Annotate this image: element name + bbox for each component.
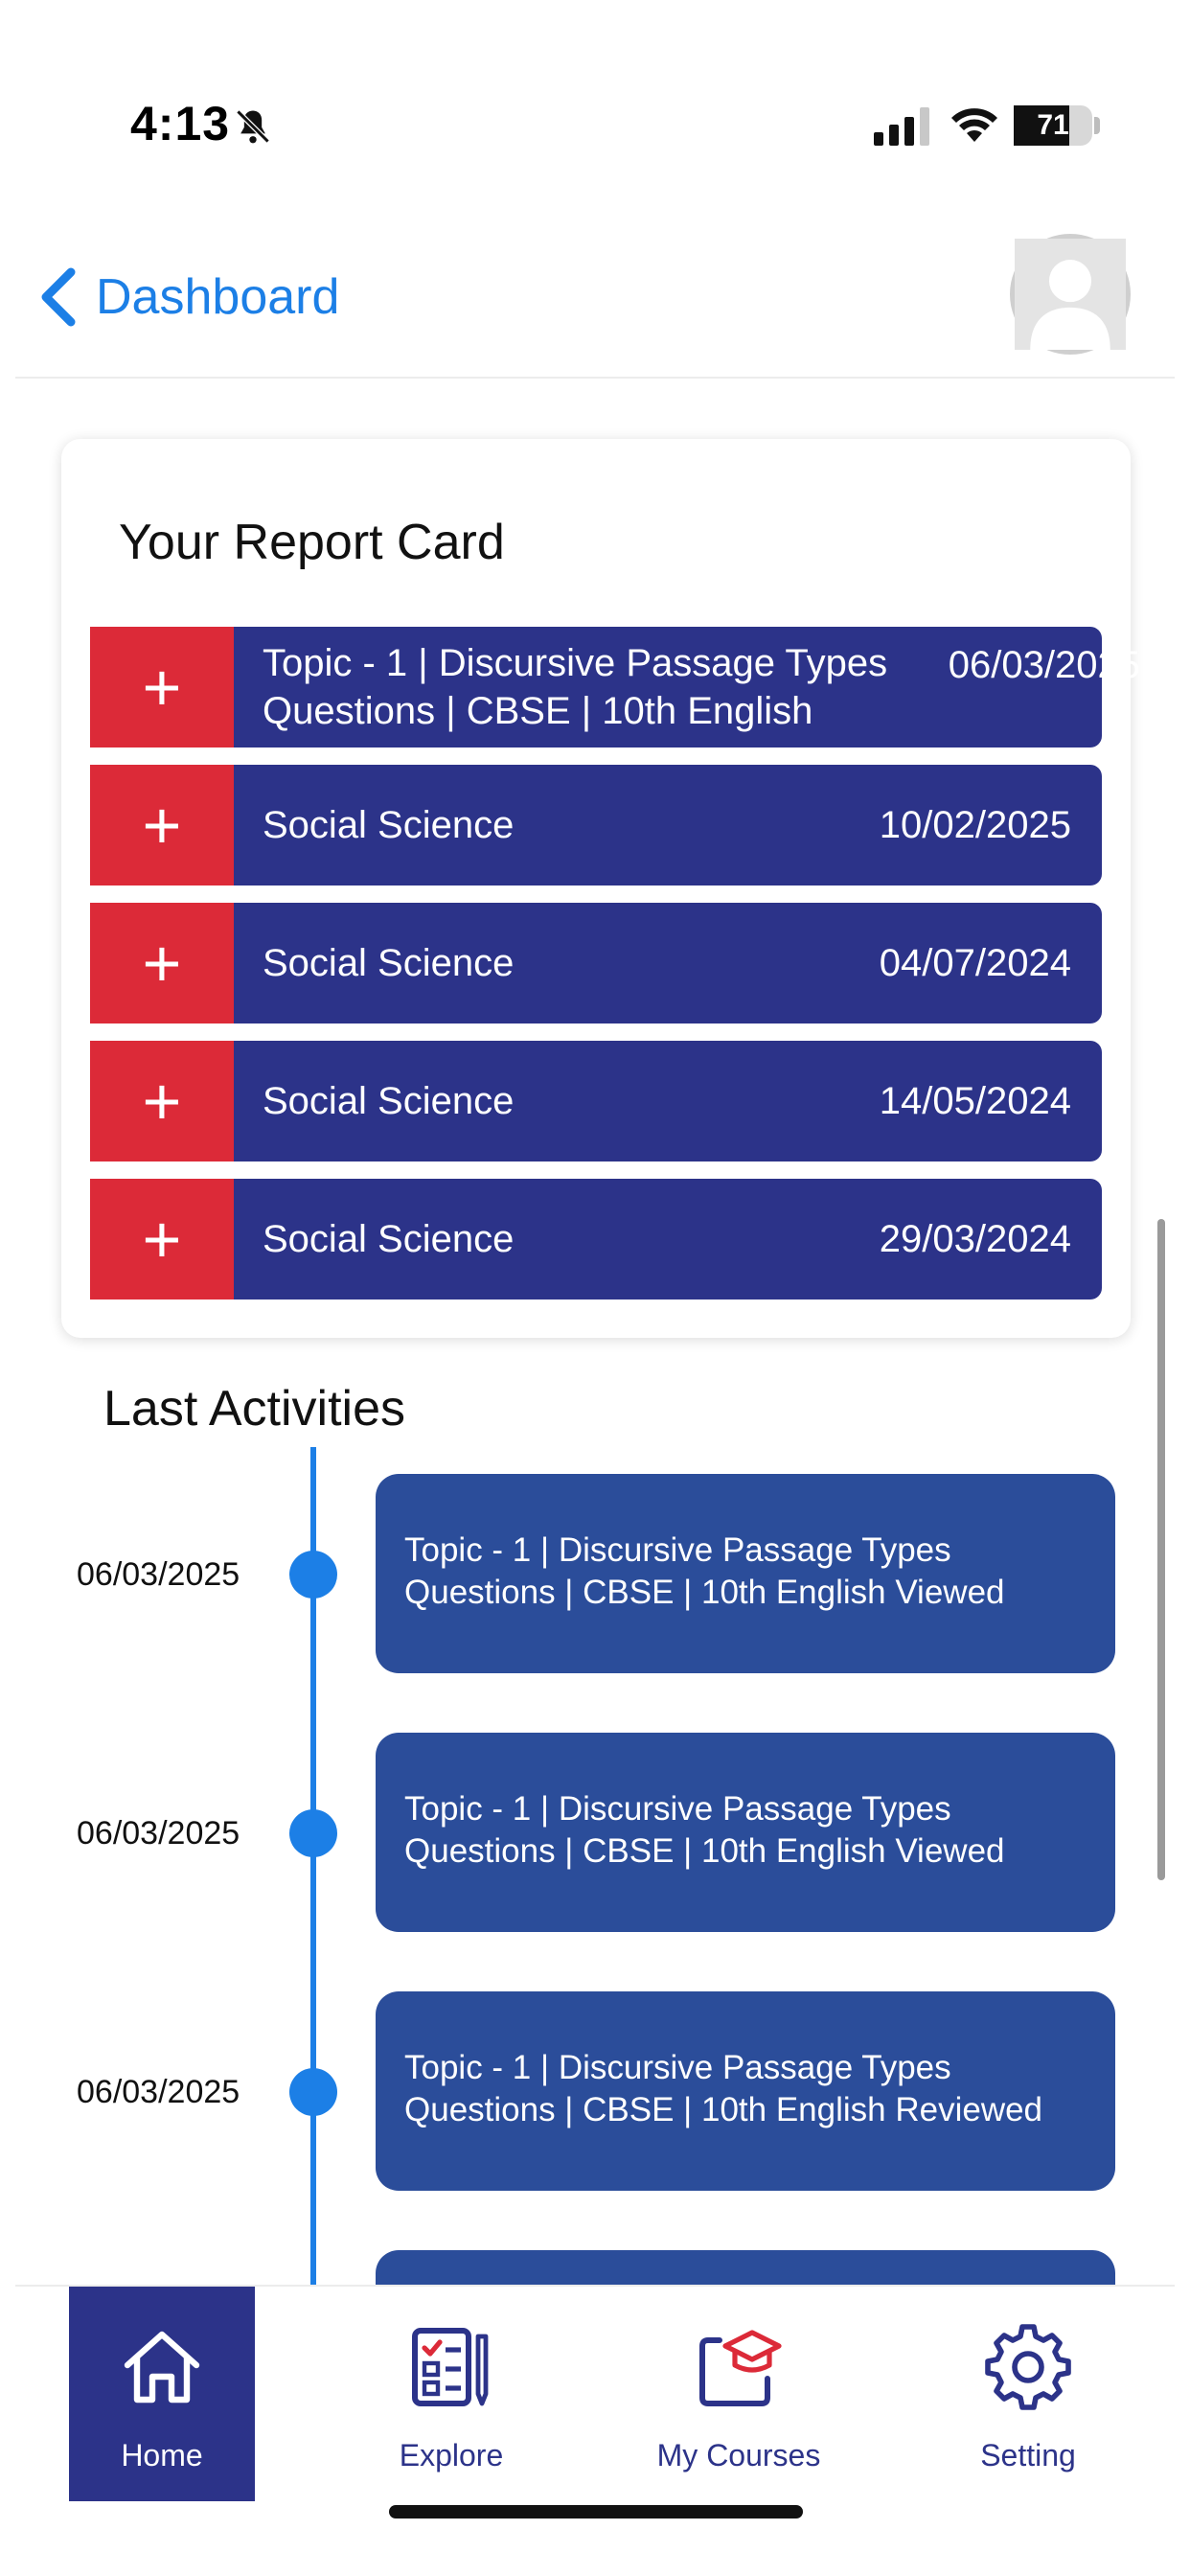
- report-card-row[interactable]: [90, 1041, 1102, 1162]
- tab-setting[interactable]: [935, 2287, 1121, 2501]
- last-activities-title: Last Activities: [103, 1381, 406, 1437]
- activity-card[interactable]: Topic - 1 | Discursive Passage Types Questions | CBSE | 10th English Reviewed: [376, 1991, 1115, 2191]
- activity-date: 06/03/2025: [77, 2074, 240, 2110]
- plus-icon[interactable]: +: [90, 1179, 234, 1300]
- activity-date: 06/03/2025: [77, 1815, 240, 1852]
- report-row-date: 06/03/2025: [948, 644, 1140, 686]
- timeline-dot: [289, 1809, 337, 1857]
- tab-my-courses-label: My Courses: [656, 2438, 821, 2472]
- tab-explore[interactable]: [358, 2287, 544, 2501]
- report-card-row[interactable]: [90, 627, 1140, 748]
- battery-percent: 71: [1037, 109, 1069, 141]
- report-row-name: Social Science: [263, 942, 515, 984]
- scrollbar[interactable]: [1157, 1219, 1165, 1880]
- activity-card[interactable]: Topic - 1 | Discursive Passage Types Questions | CBSE | 10th English Viewed: [376, 1474, 1115, 1673]
- plus-icon[interactable]: +: [90, 627, 234, 748]
- tab-home[interactable]: [69, 2287, 255, 2501]
- home-icon: [116, 2321, 208, 2413]
- timeline-dot: [289, 1551, 337, 1598]
- back-button-label: Dashboard: [96, 269, 340, 325]
- report-row-name: Social Science: [263, 1080, 515, 1122]
- tab-home-label: Home: [121, 2438, 203, 2472]
- graduation-cap-icon: [693, 2321, 785, 2413]
- timeline-dot: [289, 2068, 337, 2116]
- report-row-date: 04/07/2024: [879, 941, 1071, 984]
- report-row-date: 10/02/2025: [879, 803, 1071, 846]
- report-card-row[interactable]: [90, 903, 1102, 1024]
- plus-icon[interactable]: +: [90, 1041, 234, 1162]
- bottom-tab-bar: [0, 2287, 1190, 2507]
- activity-card[interactable]: Topic - 1 | Discursive Passage Types Questions | CBSE | 10th English Viewed: [376, 1733, 1115, 1932]
- status-time: 4:13: [130, 97, 231, 150]
- report-row-name: Social Science: [263, 1218, 515, 1260]
- plus-icon[interactable]: +: [90, 903, 234, 1024]
- tab-setting-label: Setting: [980, 2438, 1076, 2472]
- report-row-date: 29/03/2024: [879, 1217, 1071, 1260]
- gear-icon: [982, 2321, 1074, 2413]
- report-row-name: Social Science: [263, 804, 515, 846]
- tab-my-courses[interactable]: [646, 2287, 832, 2501]
- report-card-list: [90, 627, 1140, 1317]
- checklist-icon: [405, 2321, 497, 2413]
- plus-icon[interactable]: +: [90, 765, 234, 886]
- report-card-row[interactable]: [90, 1179, 1102, 1300]
- report-card-row[interactable]: [90, 765, 1102, 886]
- report-card-title: Your Report Card: [119, 515, 505, 570]
- tab-explore-label: Explore: [399, 2438, 504, 2472]
- activity-date: 06/03/2025: [77, 1556, 240, 1593]
- report-row-name: Topic - 1 | Discursive Passage Types Questions | CBSE | 10th English: [263, 642, 888, 732]
- report-row-date: 14/05/2024: [879, 1079, 1071, 1122]
- report-card-panel: [61, 439, 1140, 1338]
- home-indicator: [389, 2505, 803, 2518]
